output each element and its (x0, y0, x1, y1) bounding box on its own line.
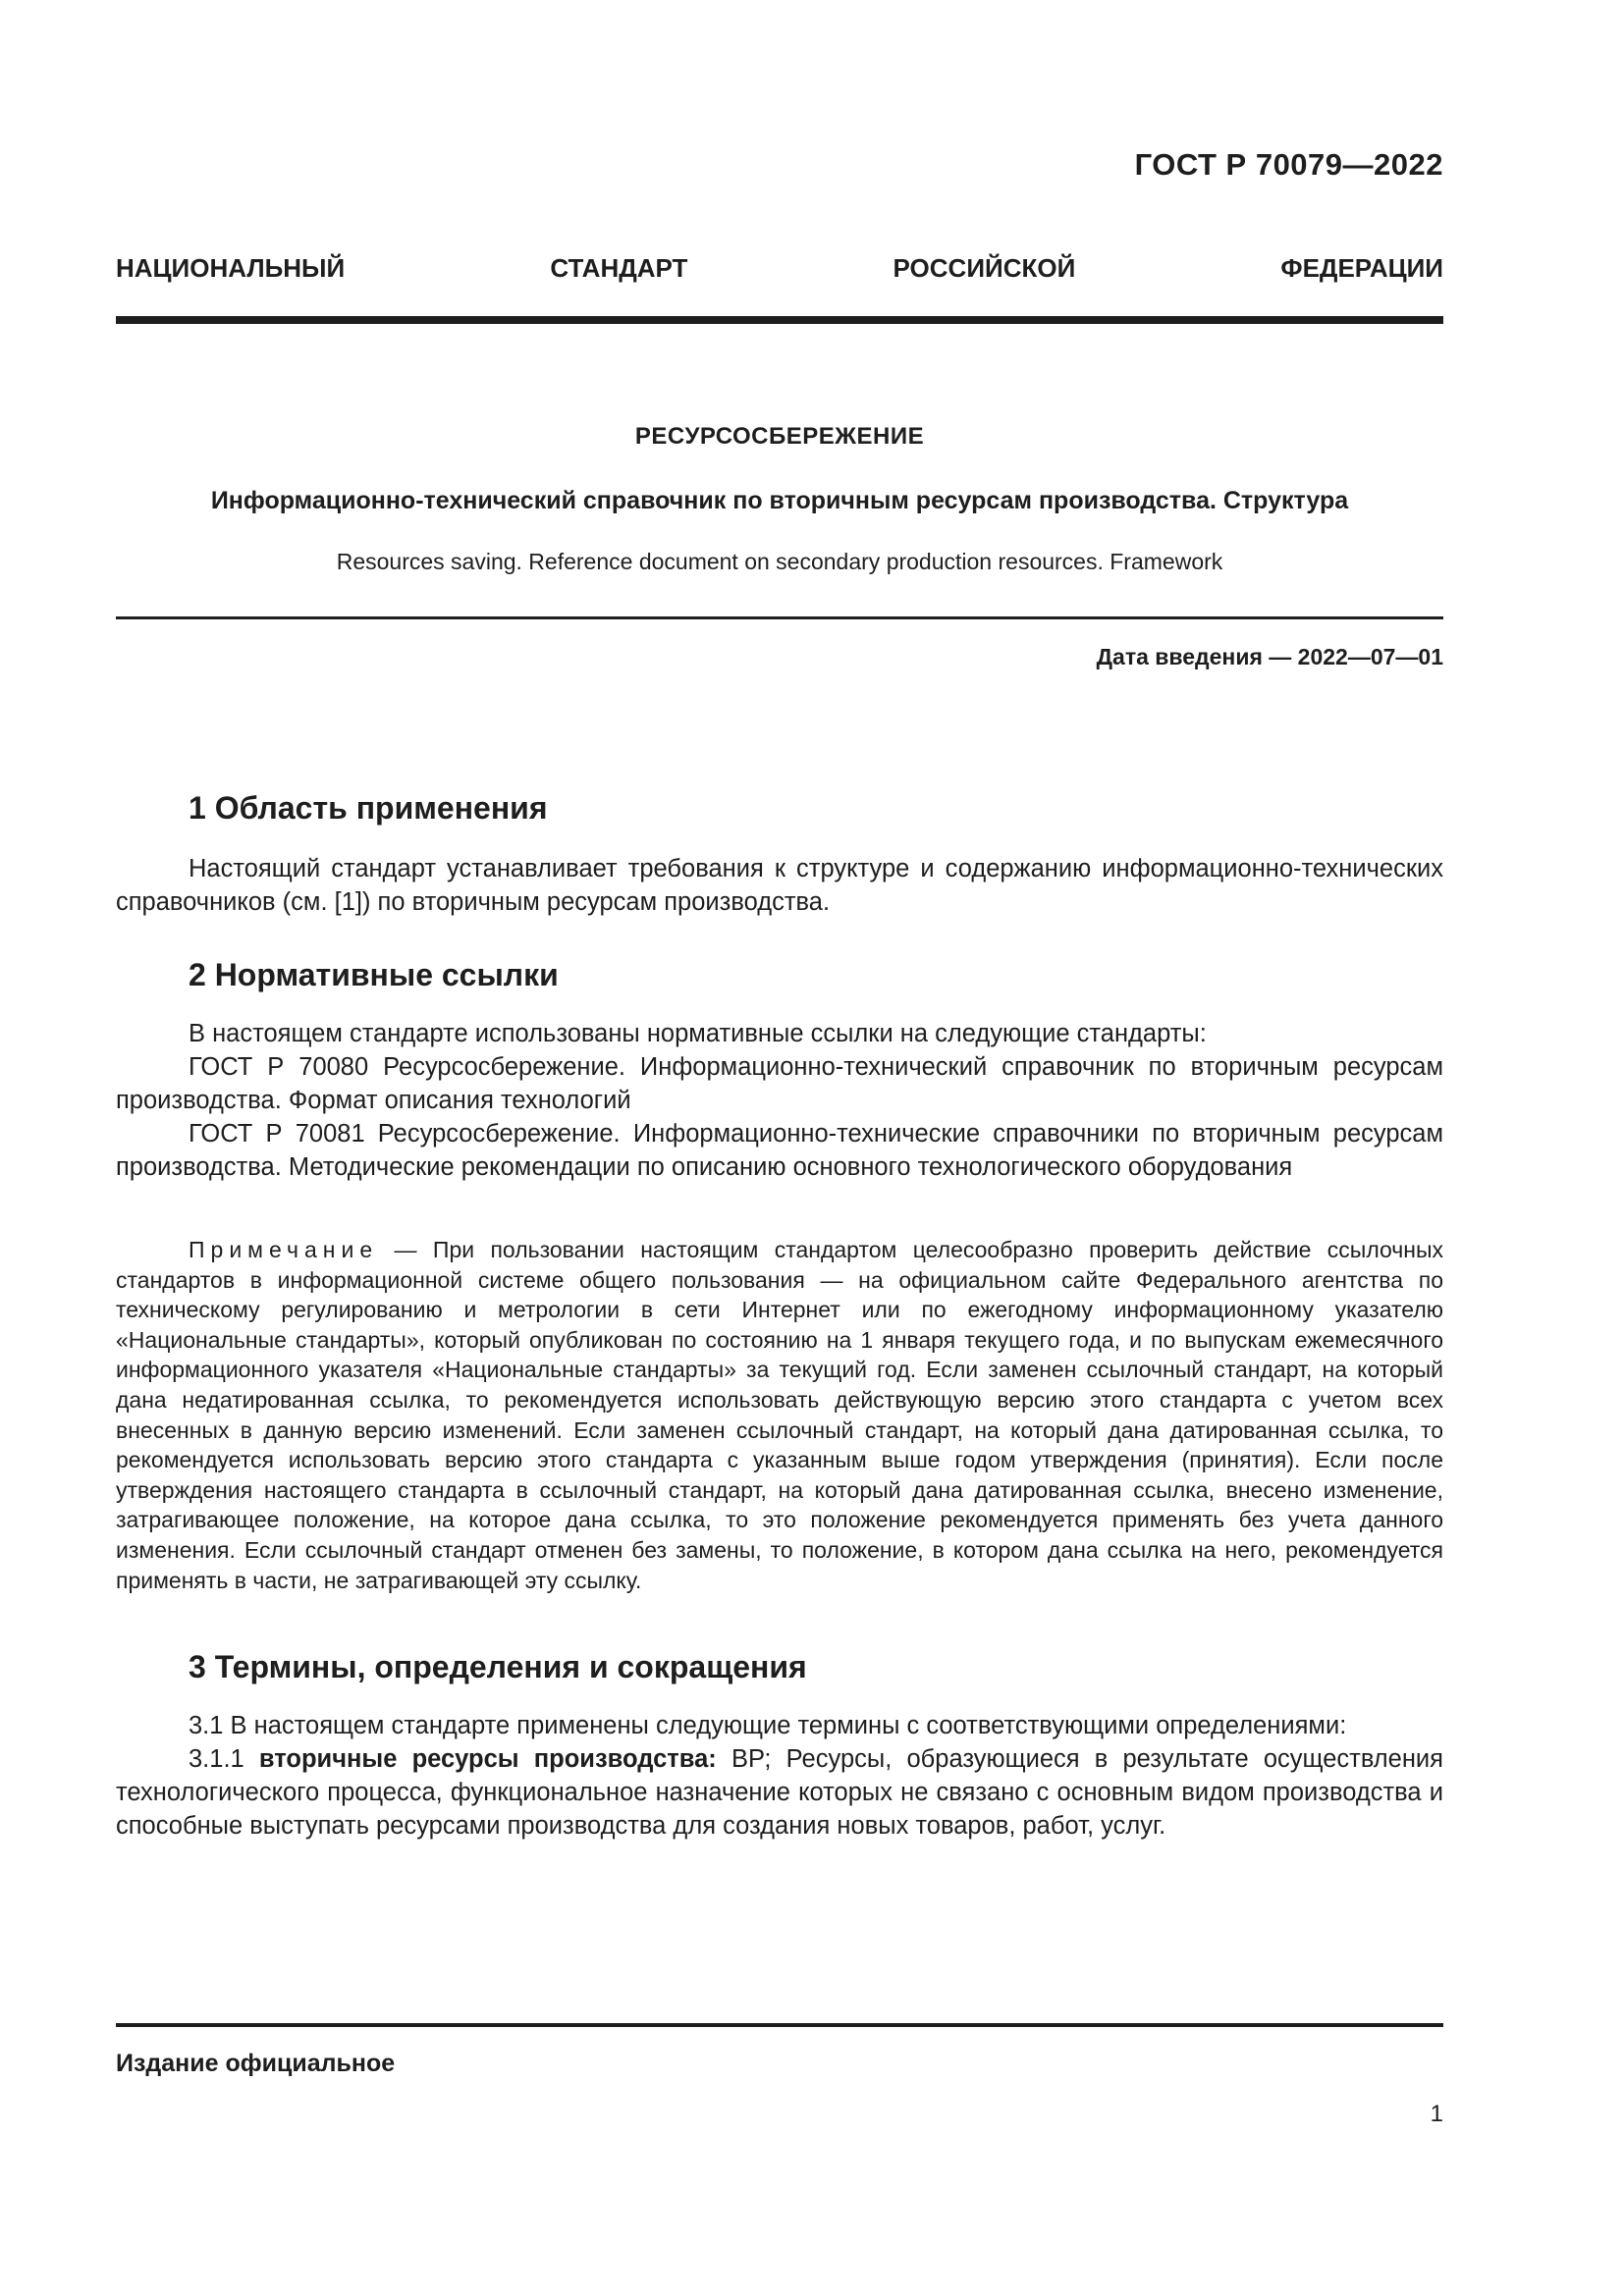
term-definition (116, 1742, 1443, 1842)
references-intro-text: В настоящем стандарте использованы нормативные ссылки на следующие стандарты: (189, 1020, 1207, 1047)
title-divider (116, 616, 1443, 619)
header-divider (116, 316, 1443, 324)
references-intro (116, 1017, 1443, 1050)
term-name: вторичные ресурсы производства: (258, 1745, 717, 1773)
official-edition-label: Издание официальное (116, 2050, 396, 2077)
reference-text: ГОСТ Р 70080 Ресурсосбережение. Информационно-технический справочник по вторичным ресурсам производства. Формат описания технологий (116, 1053, 1443, 1114)
national-standard-banner (116, 253, 1443, 284)
terms-intro (116, 1709, 1443, 1742)
term-definition-text: ВР; Ресурсы, образующиеся в результате осуществления технологического процесса, функциональное назначение которых не связано с основным видом производства и способные выступать ресурсами производства для создания новых товаров, работ, услуг. (116, 1745, 1443, 1840)
reference-text: ГОСТ Р 70081 Ресурсосбережение. Информационно-технические справочники по вторичным ресурсам производства. Методические рекомендации по описанию основного технологического оборудования (116, 1120, 1443, 1181)
banner-word: СТАНДАРТ (550, 253, 688, 283)
footer-divider (116, 2023, 1443, 2027)
section-heading-terms: 3 Термины, определения и сокращения (189, 1649, 807, 1684)
section-heading-references: 2 Нормативные ссылки (189, 957, 559, 992)
gost-number: ГОСТ Р 70079—2022 (1134, 147, 1443, 182)
note-text: — При пользовании настоящим стандартом целесообразно проверить действие ссылочных стандартов в информационной системе общего пользования — на официальном сайте Федерального агентства по техническому регулированию и метрологии в сети Интернет или по ежегодному информационному указателю «Национальные стандарты», который опубликован по состоянию на 1 января текущего года, и по выпускам ежемесячного информационного указателя «Национальные стандарты» за текущий год. Если заменен ссылочный стандарт, на который дана недатированная ссылка, то рекомендуется использовать действующую версию этого стандарта с учетом всех внесенных в данную версию изменений. Если заменен ссылочный стандарт, на который дана датированная ссылка, то рекомендуется использовать версию этого стандарта с указанным выше годом утверждения (принятия). Если после утверждения настоящего стандарта в ссылочный стандарт, на который дана датированная ссылка, внесено изменение, затрагивающее положение, на которое дана ссылка, то это положение рекомендуется применять без учета данного изменения. Если ссылочный стандарт отменен без замены, то положение, в котором дана ссылка на него, рекомендуется применять в части, не затрагивающей эту ссылку. (116, 1237, 1443, 1593)
introduction-date: Дата введения — 2022—07—01 (1096, 644, 1443, 669)
terms-intro-text: 3.1 В настоящем стандарте применены следующие термины с соответствующими определениями: (189, 1712, 1347, 1739)
english-title: Resources saving. Reference document on secondary production resources. Framework (336, 549, 1223, 574)
banner-word: ФЕДЕРАЦИИ (1280, 253, 1443, 283)
term-number: 3.1.1 (189, 1745, 244, 1773)
reference-item (116, 1050, 1443, 1117)
banner-word: РОССИЙСКОЙ (893, 253, 1076, 283)
banner-word: НАЦИОНАЛЬНЫЙ (116, 253, 346, 283)
reference-item (116, 1117, 1443, 1184)
references-note (116, 1235, 1443, 1595)
scope-text: Настоящий стандарт устанавливает требования к структуре и содержанию информационно-технических справочников (см. [1]) по вторичным ресурсам производства. (116, 855, 1443, 916)
page-number: 1 (1430, 2101, 1443, 2127)
document-subtitle: Информационно-технический справочник по вторичным ресурсам производства. Структура (210, 487, 1349, 514)
section-scope-text (116, 852, 1443, 919)
document-title: РЕСУРСОСБЕРЕЖЕНИЕ (634, 423, 925, 450)
section-heading-scope: 1 Область применения (189, 790, 548, 826)
note-label: Примечание (189, 1237, 379, 1262)
